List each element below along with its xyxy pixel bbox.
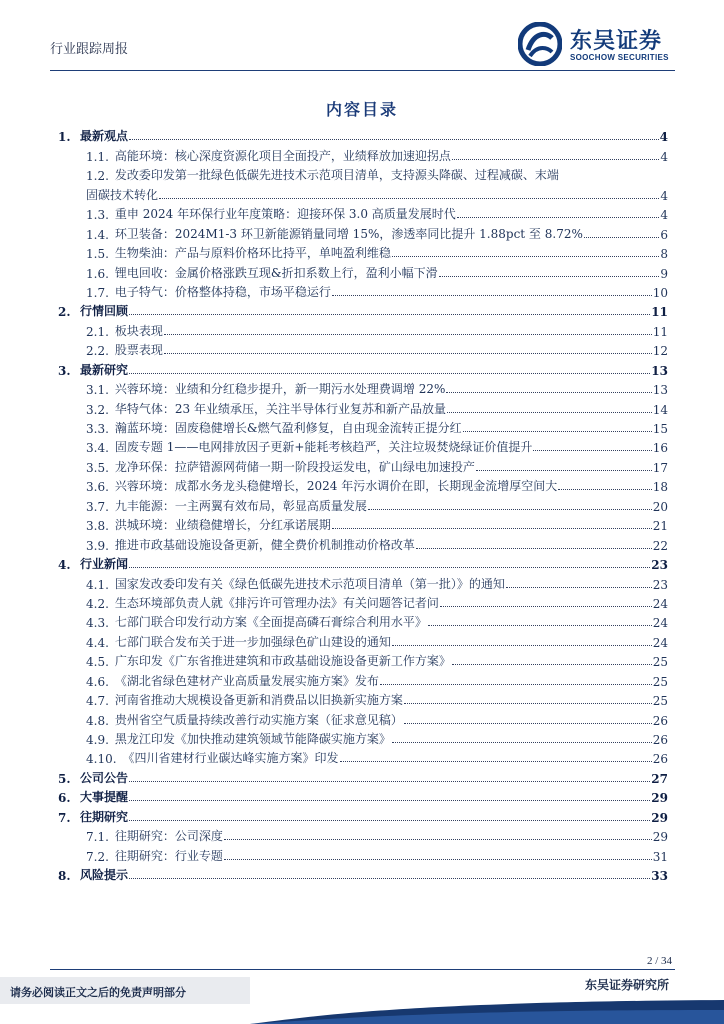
toc-leader-dots <box>368 509 652 510</box>
toc-entry-title: 固废专题 1——电网排放因子更新+能耗考核趋严，关注垃圾焚烧绿证价值提升 <box>114 440 533 455</box>
toc-entry-title: 兴蓉环境：业绩和分红稳步提升，新一期污水处理费调增 22% <box>114 382 446 397</box>
toc-entry-number: 4.9. <box>86 733 109 747</box>
toc-entry-page: 29 <box>651 791 668 806</box>
header-divider <box>50 70 675 71</box>
toc-leader-dots <box>224 859 652 860</box>
toc-entry-title: 七部门联合发布关于进一步加强绿色矿山建设的通知 <box>114 634 391 649</box>
toc-entry-number: 3.4. <box>86 441 109 456</box>
logo-name-cn: 东吴证券 <box>570 29 663 54</box>
toc-leader-dots <box>164 353 652 354</box>
toc-entry-number: 3.8. <box>86 519 109 534</box>
toc-leader-dots <box>129 800 650 801</box>
toc-entry-number: 4. <box>58 558 71 573</box>
page-number: 2 / 34 <box>646 955 672 967</box>
toc-entry-title: 九丰能源：一主两翼有效布局，彰显高质量发展 <box>114 498 367 513</box>
toc-entry[interactable] <box>58 417 668 436</box>
toc-entry[interactable] <box>58 261 668 280</box>
toc-entry-page: 23 <box>652 577 668 592</box>
toc-entry-title: 最新研究 <box>80 362 129 377</box>
toc-entry-title: 电子特气：价格整体持稳，市场平稳运行 <box>114 284 331 299</box>
toc-entry[interactable] <box>58 514 668 533</box>
toc-entry-number: 1.3. <box>86 208 109 223</box>
toc-entry-page: 18 <box>652 480 668 495</box>
toc-entry[interactable] <box>58 378 668 397</box>
toc-entry-title: 河南省推动大规模设备更新和消费品以旧换新实施方案 <box>114 693 403 708</box>
toc-entry[interactable] <box>58 669 668 688</box>
toc-entry-number: 4.4. <box>86 635 109 650</box>
toc-entry-page: 4 <box>660 149 668 164</box>
toc-leader-dots <box>129 878 650 879</box>
toc-entry-number: 3.1. <box>86 383 109 398</box>
toc-entry-title: 《四川省建材行业碳达峰实施方案》印发 <box>122 751 339 766</box>
toc-entry-page: 6 <box>660 227 668 242</box>
toc-entry-number: 2.2. <box>86 344 109 359</box>
toc-leader-dots <box>159 198 659 199</box>
toc-section[interactable] <box>58 805 668 824</box>
toc-leader-dots <box>129 139 659 140</box>
toc-entry[interactable] <box>58 281 668 300</box>
toc-entry[interactable] <box>58 242 668 261</box>
toc-entry-title: 发改委印发第一批绿色低碳先进技术示范项目清单，支持源头降碳、过程减碳、末端 <box>114 168 559 183</box>
toc-leader-dots <box>452 159 659 160</box>
toc-entry-number: 3.6. <box>86 480 109 495</box>
toc-entry[interactable] <box>58 844 668 863</box>
toc-entry-continuation[interactable] <box>58 183 668 202</box>
toc-entry-number: 4.3. <box>86 616 109 631</box>
toc-entry-page: 25 <box>652 655 668 670</box>
toc-leader-dots <box>129 314 650 315</box>
toc-leader-dots <box>416 548 652 549</box>
toc-entry-title: 洪城环境：业绩稳健增长，分红承诺展期 <box>114 518 331 533</box>
toc-entry-page: 26 <box>652 752 668 767</box>
toc-entry[interactable] <box>58 494 668 513</box>
toc-leader-dots <box>380 684 652 685</box>
toc-entry-number: 2.1. <box>86 324 109 339</box>
toc-leader-dots <box>446 392 651 393</box>
toc-entry-title: 往期研究 <box>80 809 129 824</box>
footer-org-name: 东吴证券研究所 <box>584 978 669 992</box>
toc-entry-page: 24 <box>652 635 668 650</box>
toc-section[interactable] <box>58 358 668 377</box>
logo-name-en: SOOCHOW SECURITIES <box>570 53 669 62</box>
toc-entry-page: 11 <box>651 305 668 320</box>
toc-entry[interactable] <box>58 533 668 552</box>
toc-entry-title: 往期研究：公司深度 <box>114 829 223 844</box>
toc-entry-title: 瀚蓝环境：固废稳健增长&燃气盈利修复，自由现金流转正提分红 <box>114 421 462 435</box>
toc-leader-dots <box>332 295 652 296</box>
toc-entry-page: 15 <box>652 422 668 436</box>
toc-entry-page: 26 <box>652 713 668 728</box>
toc-entry-number: 1.2. <box>86 169 109 184</box>
toc-leader-dots <box>392 645 652 646</box>
toc-entry[interactable] <box>58 203 668 222</box>
toc-entry-number: 7.1. <box>86 830 109 845</box>
toc-section[interactable] <box>58 786 668 805</box>
toc-entry[interactable] <box>58 611 668 630</box>
disclaimer-text: 请务必阅读正文之后的免责声明部分 <box>10 986 186 999</box>
toc-entry-page: 25 <box>652 694 668 709</box>
toc-entry[interactable] <box>58 319 668 338</box>
toc-entry-title: 《湖北省绿色建材产业高质量发展实施方案》发布 <box>114 673 379 688</box>
toc-leader-dots <box>129 820 650 821</box>
toc-entry-number: 4.1. <box>86 577 109 592</box>
toc-entry-page: 13 <box>651 363 668 378</box>
toc-entry-title: 公司公告 <box>80 770 129 785</box>
toc-leader-dots <box>428 625 652 626</box>
toc-entry-page: 21 <box>652 519 668 534</box>
toc-leader-dots <box>224 839 652 840</box>
toc-entry-title: 生物柴油：产品与原料价格环比持平，单吨盈利维稳 <box>114 246 391 261</box>
toc-entry-page: 23 <box>651 558 668 573</box>
toc-leader-dots <box>533 450 651 451</box>
toc-entry-number: 1.5. <box>86 247 109 262</box>
toc-entry-title: 最新观点 <box>80 129 129 144</box>
toc-entry-number: 4.8. <box>86 713 109 728</box>
toc-entry-title: 往期研究：行业专题 <box>114 848 223 863</box>
toc-entry-page: 31 <box>652 849 668 864</box>
toc-entry-number: 3.7. <box>86 499 109 514</box>
toc-section[interactable] <box>58 125 668 144</box>
toc-entry-page: 25 <box>652 674 668 689</box>
toc-entry-number: 4.5. <box>86 655 109 670</box>
toc-entry-page: 17 <box>652 460 668 475</box>
toc-entry-page: 8 <box>660 247 668 262</box>
toc-entry-number: 6. <box>58 791 71 806</box>
toc-entry[interactable] <box>58 222 668 241</box>
toc-entry[interactable] <box>58 728 668 747</box>
toc-entry-title: 重申 2024 年环保行业年度策略：迎接环保 3.0 高质量发展时代 <box>114 207 456 222</box>
toc-entry-page: 4 <box>659 130 668 145</box>
toc-entry-page: 22 <box>652 538 668 553</box>
brand-logo <box>518 22 678 66</box>
toc-entry-title: 行业新闻 <box>80 557 129 572</box>
toc-entry-title: 行情回顾 <box>80 304 129 319</box>
toc-entry-number: 8. <box>58 869 71 884</box>
toc-entry[interactable] <box>58 825 668 844</box>
toc-entry-number: 3.3. <box>86 422 109 436</box>
toc-entry[interactable] <box>58 164 668 183</box>
toc-leader-dots <box>340 761 652 762</box>
toc-entry[interactable] <box>58 747 668 766</box>
toc-leader-dots <box>558 489 651 490</box>
toc-entry-page: 29 <box>652 830 668 845</box>
toc-entry-page: 4 <box>660 208 668 223</box>
toc-entry[interactable] <box>58 144 668 163</box>
toc-entry-page: 13 <box>652 383 668 398</box>
report-type-label: 行业跟踪周报 <box>50 42 129 57</box>
toc-leader-dots <box>392 256 659 257</box>
toc-entry-title: 高能环境：核心深度资源化项目全面投产，业绩释放加速迎拐点 <box>114 148 451 163</box>
toc-entry-number: 5. <box>58 771 71 786</box>
soochow-logo-icon <box>518 22 562 66</box>
toc-entry-title: 华特气体：23 年业绩承压，关注半导体行业复苏和新产品放量 <box>114 401 446 416</box>
page-title: 内容目录 <box>325 100 398 119</box>
toc-entry-number: 1.7. <box>86 285 109 300</box>
toc-entry-page: 11 <box>652 324 668 339</box>
toc-entry-number: 4.2. <box>86 596 109 611</box>
toc-entry-number: 3.5. <box>86 460 109 475</box>
toc-entry[interactable] <box>58 397 668 416</box>
toc-entry-page: 14 <box>652 402 668 417</box>
toc-entry-title: 大事提醒 <box>80 790 129 805</box>
toc-entry[interactable] <box>58 689 668 708</box>
toc-leader-dots <box>452 664 652 665</box>
toc-entry-title: 兴蓉环境：成都水务龙头稳健增长，2024 年污水调价在即，长期现金流增厚空间大 <box>114 479 558 494</box>
toc-leader-dots <box>463 431 652 432</box>
toc-entry-page: 16 <box>652 441 668 456</box>
toc-entry-number: 3.9. <box>86 538 109 553</box>
toc-entry-title: 风险提示 <box>80 868 129 883</box>
toc-section[interactable] <box>58 553 668 572</box>
toc-leader-dots <box>476 470 652 471</box>
toc-entry-number: 1.6. <box>86 266 109 281</box>
toc-leader-dots <box>439 276 660 277</box>
toc-leader-dots <box>584 237 659 238</box>
toc-entry[interactable] <box>58 630 668 649</box>
toc-entry-page: 9 <box>660 266 668 281</box>
toc-entry-number: 1. <box>58 130 71 145</box>
toc-entry-number: 4.6. <box>86 674 109 689</box>
toc-entry-title-continued: 固碳技术转化 <box>86 187 159 202</box>
toc-entry-title: 广东印发《广东省推进建筑和市政基础设施设备更新工作方案》 <box>114 654 451 669</box>
toc-leader-dots <box>129 567 650 568</box>
toc-entry-number: 2. <box>58 305 71 320</box>
toc-entry-title: 国家发改委印发有关《绿色低碳先进技术示范项目清单（第一批）》的通知 <box>114 576 505 591</box>
toc-entry-number: 4.7. <box>86 694 109 709</box>
footer-wave-decoration <box>0 994 724 1024</box>
toc-section[interactable] <box>58 864 668 883</box>
toc-leader-dots <box>457 217 660 218</box>
toc-section[interactable] <box>58 766 668 785</box>
toc-entry[interactable] <box>58 455 668 474</box>
toc-entry-page: 12 <box>652 344 668 359</box>
toc-entry-title: 环卫装备：2024M1-3 环卫新能源销量同增 15%，渗透率同比提升 1.88pct 至 8.72% <box>114 226 583 241</box>
toc-leader-dots <box>506 587 652 588</box>
table-of-contents <box>58 125 668 883</box>
toc-entry-page: 4 <box>660 188 668 203</box>
toc-entry[interactable] <box>58 475 668 494</box>
toc-entry-title: 板块表现 <box>114 323 163 338</box>
toc-entry-page: 24 <box>652 596 668 611</box>
toc-leader-dots <box>332 528 652 529</box>
toc-entry-number: 7. <box>58 810 71 825</box>
toc-leader-dots <box>392 742 652 743</box>
toc-entry-page: 29 <box>651 810 668 825</box>
toc-entry-page: 24 <box>652 616 668 631</box>
toc-entry-number: 3.2. <box>86 402 109 417</box>
toc-entry-number: 7.2. <box>86 849 109 864</box>
toc-leader-dots <box>440 606 652 607</box>
toc-entry-title: 贵州省空气质量持续改善行动实施方案（征求意见稿） <box>114 712 403 727</box>
toc-leader-dots <box>404 723 652 724</box>
toc-entry-title: 推进市政基础设施设备更新，健全费价机制推动价格改革 <box>114 537 415 552</box>
toc-entry[interactable] <box>58 339 668 358</box>
toc-leader-dots <box>447 412 652 413</box>
toc-entry-page: 20 <box>652 499 668 514</box>
toc-entry-number: 1.4. <box>86 227 109 242</box>
toc-entry-title: 七部门联合印发行动方案《全面提高磷石膏综合利用水平》 <box>114 615 427 630</box>
toc-leader-dots <box>129 373 650 374</box>
toc-leader-dots <box>164 334 652 335</box>
toc-entry[interactable] <box>58 708 668 727</box>
toc-entry-title: 股票表现 <box>114 343 163 358</box>
toc-entry-page: 10 <box>652 285 668 300</box>
toc-entry-title: 龙净环保：拉萨错源网荷储一期一阶段投运发电，矿山绿电加速投产 <box>114 459 475 474</box>
toc-entry-page: 27 <box>651 771 668 786</box>
toc-entry-number: 4.10. <box>86 752 117 767</box>
toc-entry-title: 黑龙江印发《加快推动建筑领域节能降碳实施方案》 <box>114 732 391 746</box>
toc-leader-dots <box>129 781 650 782</box>
toc-entry[interactable] <box>58 650 668 669</box>
toc-entry-number: 3. <box>58 363 71 378</box>
toc-entry-number: 1.1. <box>86 149 109 164</box>
toc-entry[interactable] <box>58 436 668 455</box>
toc-leader-dots <box>404 703 652 704</box>
toc-entry-page: 33 <box>651 869 668 884</box>
toc-entry-title: 生态环境部负责人就《排污许可管理办法》有关问题答记者问 <box>114 595 439 610</box>
toc-entry-title: 锂电回收：金属价格涨跌互现&折扣系数上行，盈利小幅下滑 <box>114 265 438 280</box>
toc-entry[interactable] <box>58 572 668 591</box>
footer-divider <box>50 969 675 970</box>
toc-section[interactable] <box>58 300 668 319</box>
toc-entry-page: 26 <box>652 733 668 747</box>
toc-entry[interactable] <box>58 592 668 611</box>
